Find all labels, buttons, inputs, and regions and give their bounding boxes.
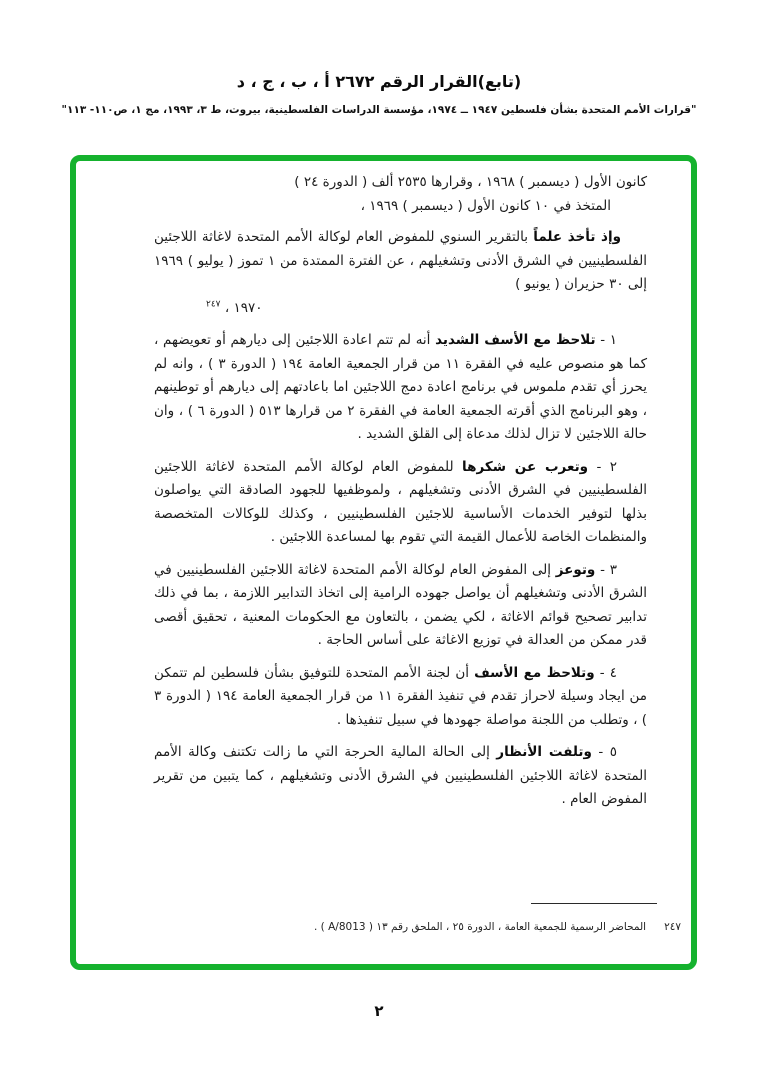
resolution-title: (تابع)القرار الرقم ٢٦٧٢ أ ، ب ، ج ، د	[236, 72, 522, 91]
intro-line-2: المتخذ في ١٠ كانون الأول ( ديسمبر ) ١٩٦٩ ،	[360, 197, 611, 214]
resolution-paragraph-3	[154, 559, 647, 653]
paragraph-lead: وتلفت الأنظار	[496, 744, 592, 760]
page-number: ٢	[374, 1002, 384, 1020]
footnote-text: المحاضر الرسمية للجمعية العامة ، الدورة ٢٥ ، الملحق رقم ١٣ ( A/8013 ) .	[314, 921, 647, 933]
paragraph-body: أن لجنة الأمم المتحدة للتوفيق بشأن فلسطين لم تتمكن من ايجاد وسيلة لاحراز تقدم في تنفيذ الفقرة ١١ من قرار الجمعية العامة ١٩٤ ( الدورة ٣ ) ، وتطلب من اللجنة مواصلة جهودها في سبيل تنفيذها .	[154, 664, 647, 728]
paragraph-number: ٣ -	[595, 561, 617, 578]
green-highlight-box	[70, 155, 697, 970]
paragraph-body: للمفوض العام لوكالة الأمم المتحدة لاغاثة اللاجئين الفلسطينيين في الشرق الأدنى وتشغيلهم ، ولموظفيها للجهود الصادقة التي يواصلون بذلها لتوفير الخدمات الأساسية للاجئين الفلسطينيين ، وكذلك للوكالات المتخصصة والمنظمات الخاصة للأعمال القيمة التي تقوم بها لمساعدة اللاجئين .	[154, 458, 647, 545]
preamble-body: بالتقرير السنوي للمفوض العام لوكالة الأمم المتحدة لاغاثة اللاجئين الفلسطينيين في الشرق الأدنى وتشغيلهم ، عن الفترة الممتدة من ١ تموز ( يوليو ) ١٩٦٩ إلى ٣٠ حزيران ( يونيو )	[154, 229, 647, 292]
paragraph-number: ١ -	[595, 332, 617, 348]
resolution-paragraph-4	[154, 662, 647, 733]
paragraph-number: ٤ -	[594, 664, 617, 681]
resolution-body-text	[76, 161, 691, 873]
paragraph-body: إلى المفوض العام لوكالة الأمم المتحدة لاغاثة اللاجئين الفلسطينيين في الشرق الأدنى وتشغيلهم أن يواصل جهوده الرامية إلى اتخاذ التدابير اللازمة ، بما في ذلك تدابير تصحيح قوائم الاغاثة ، لكي يضمن ، بالتعاون مع الحكومات المعنية ، تحقيق أقصى قدر ممكن من العدالة في توزيع الاغاثة على أساس الحاجة .	[154, 561, 647, 648]
preamble-lead: وإذ تأخذ علماً	[533, 229, 621, 245]
paragraph-number: ٥ -	[591, 744, 617, 760]
resolution-paragraph-5	[154, 741, 647, 812]
source-citation: "قرارات الأمم المتحدة بشأن فلسطين ١٩٤٧ ــ ١٩٧٤، مؤسسة الدراسات الفلسطينية، بيروت، ط ٣، ١٩٩٣، مج ١، ص١١٠- ١١٣"	[61, 104, 697, 116]
preamble-tail-text: ١٩٧٠ ،	[224, 299, 263, 316]
footnote-reference: ٢٤٧	[206, 299, 221, 309]
footnote	[94, 920, 681, 934]
paragraph-body: إلى الحالة المالية الحرجة التي ما زالت تكتنف وكالة الأمم المتحدة لاغاثة اللاجئين الفلسطينيين في الشرق الأدنى وتشغيلهم ، كما يتبين من تقرير المفوض العام .	[154, 744, 647, 807]
preamble-tail-line	[154, 297, 647, 321]
intro-line-1: كانون الأول ( ديسمبر ) ١٩٦٨ ، وقرارها ٢٥٣٥ ألف ( الدورة ٢٤ )	[294, 174, 647, 190]
preamble-paragraph	[154, 226, 647, 297]
footnote-marker: ٢٤٧	[664, 921, 681, 933]
resolution-paragraph-1	[154, 329, 647, 447]
paragraph-lead: وتلاحظ مع الأسف	[474, 664, 595, 681]
paragraph-number: ٢ -	[588, 458, 617, 475]
paragraph-lead: وتعرب عن شكرها	[462, 458, 589, 475]
paragraph-lead: وتوعز	[555, 561, 596, 578]
footnote-separator-rule	[531, 903, 657, 904]
paragraph-body: أنه لم تتم اعادة اللاجئين إلى ديارهم أو تعويضهم ، كما هو منصوص عليه في الفقرة ١١ من قرار الجمعية العامة ١٩٤ ( الدورة ٣ ) ، وانه لم يحرز أي تقدم ملموس في برنامج اعادة دمج اللاجئين اما باعادتهم إلى ديارهم أو توطينهم ، وهو البرنامج الذي أقرته الجمعية العامة في الفقرة ٢ من قرارها ٥١٣ ( الدورة ٦ ) ، وان حالة اللاجئين لا تزال لذلك مدعاة إلى القلق الشديد .	[154, 332, 648, 442]
paragraph-lead: تلاحظ مع الأسف الشديد	[435, 332, 596, 348]
resolution-paragraph-2	[154, 456, 647, 550]
